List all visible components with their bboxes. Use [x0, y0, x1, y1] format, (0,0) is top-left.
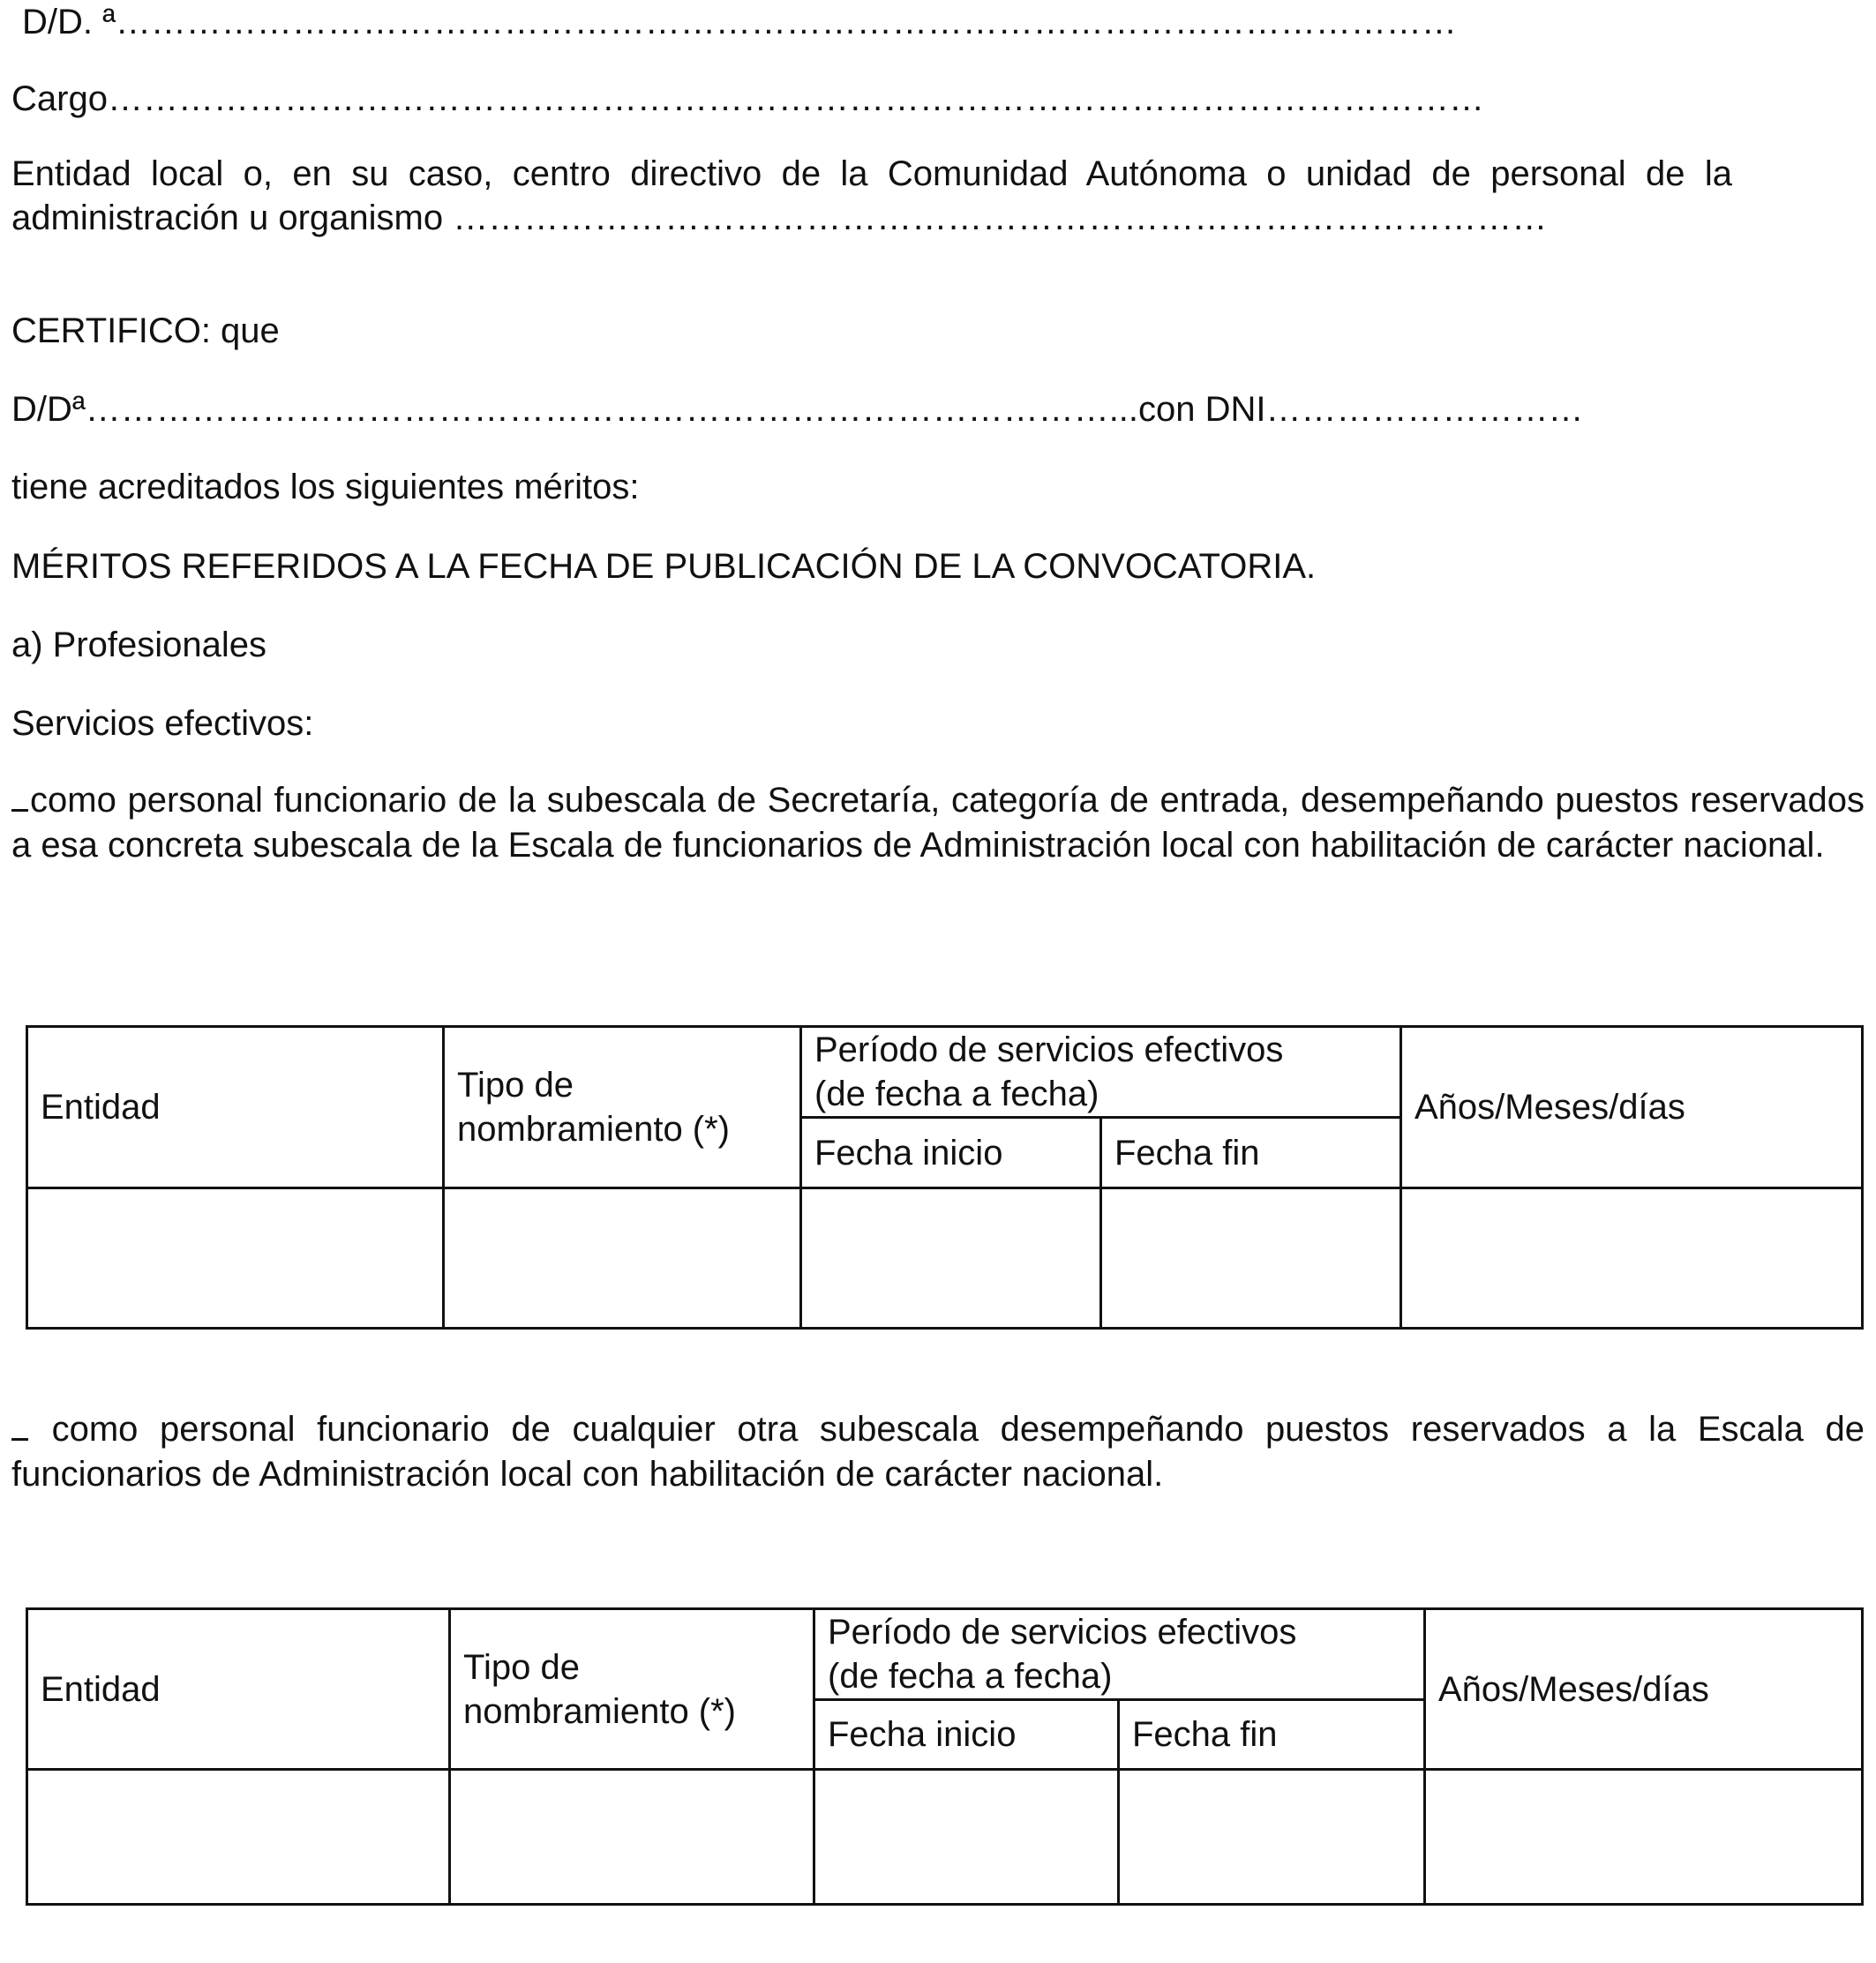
- dd-label: D/D. ª: [22, 3, 116, 41]
- cell-tipo[interactable]: [450, 1770, 814, 1905]
- cell-anios[interactable]: [1401, 1188, 1863, 1329]
- header-tipo: Tipo de nombramiento (*): [450, 1609, 814, 1770]
- table-header-row: [27, 1027, 1863, 1118]
- dd-line: [22, 0, 1875, 44]
- section1-paragraph: [11, 778, 1865, 868]
- meritos-heading: MÉRITOS REFERIDOS A LA FECHA DE PUBLICACIÓN DE LA CONVOCATORIA.: [11, 547, 1317, 586]
- dash-bullet-icon: [11, 1438, 28, 1441]
- acreditados-text: tiene acreditados los siguientes méritos:: [11, 468, 640, 506]
- section2-text: como personal funcionario de cualquier otra subescala desempeñando puestos reservados a la Escala de funcionarios de Administración local con habilitación de carácter nacional.: [11, 1410, 1865, 1494]
- cell-tipo[interactable]: [444, 1188, 801, 1329]
- table-row: [27, 1188, 1863, 1329]
- header-anios: Años/Meses/días: [1401, 1027, 1863, 1188]
- header-fecha-fin: Fecha fin: [1101, 1118, 1401, 1188]
- cell-fecha-fin[interactable]: [1101, 1188, 1401, 1329]
- dda-dni-line: D/Dª……………………………………………………………………………...con DNI………………………: [11, 390, 1584, 429]
- header-periodo: Período de servicios efectivos (de fecha a fecha): [801, 1027, 1401, 1118]
- profesionales-label: a) Profesionales: [11, 626, 267, 664]
- section1-text: como personal funcionario de la subescala de Secretaría, categoría de entrada, desempeñando puestos reservados a esa concreta subescala de la Escala de funcionarios de Administración local con habilitación de carácter nacional.: [11, 781, 1865, 865]
- entidad-line-2: administración u organismo …………………………………………………………………………………: [11, 199, 1548, 237]
- header-fecha-inicio: Fecha inicio: [801, 1118, 1101, 1188]
- header-entidad: Entidad: [27, 1609, 450, 1770]
- cargo-label: Cargo: [11, 79, 108, 118]
- table-header-row: [27, 1609, 1863, 1700]
- cargo-line: [11, 77, 1865, 121]
- dd-dots: ……………………………………………………………………………………………………: [115, 3, 1457, 41]
- cell-fecha-inicio[interactable]: [801, 1188, 1101, 1329]
- header-entidad: Entidad: [27, 1027, 444, 1188]
- cell-entidad[interactable]: [27, 1770, 450, 1905]
- header-fecha-fin: Fecha fin: [1119, 1700, 1425, 1770]
- entidad-line-1: Entidad local o, en su caso, centro directivo de la Comunidad Autónoma o unidad de personal de la: [11, 154, 1732, 193]
- cell-fecha-fin[interactable]: [1119, 1770, 1425, 1905]
- cargo-dots: ………………………………………………………………………………………………………: [107, 79, 1484, 118]
- cell-fecha-inicio[interactable]: [814, 1770, 1119, 1905]
- header-fecha-inicio: Fecha inicio: [814, 1700, 1119, 1770]
- merits-table-1: [26, 1025, 1864, 1330]
- cell-entidad[interactable]: [27, 1188, 444, 1329]
- header-anios: Años/Meses/días: [1425, 1609, 1863, 1770]
- merits-table-2: [26, 1607, 1864, 1906]
- header-periodo: Período de servicios efectivos (de fecha a fecha): [814, 1609, 1425, 1700]
- cell-anios[interactable]: [1425, 1770, 1863, 1905]
- certifico-label: CERTIFICO: que: [11, 311, 280, 350]
- dash-bullet-icon: [11, 809, 28, 812]
- servicios-label: Servicios efectivos:: [11, 704, 314, 743]
- section2-paragraph: [11, 1407, 1865, 1497]
- table-row: [27, 1770, 1863, 1905]
- header-tipo: Tipo de nombramiento (*): [444, 1027, 801, 1188]
